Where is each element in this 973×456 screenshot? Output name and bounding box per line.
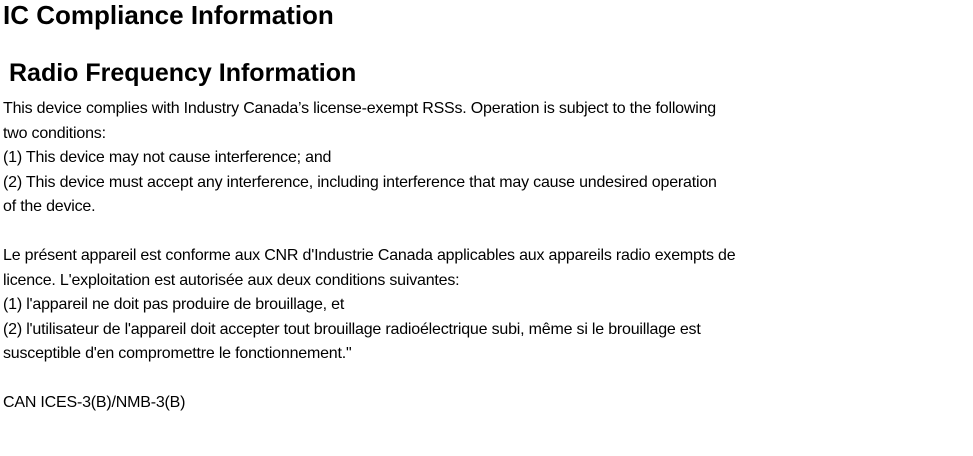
french-condition-1: (1) l'appareil ne doit pas produire de brouillage, et	[3, 296, 345, 313]
paragraph-spacer	[3, 367, 971, 392]
french-statement	[3, 244, 971, 367]
certification-label: CAN ICES-3(B)/NMB-3(B)	[3, 394, 186, 411]
french-condition-2: (2) l'utilisateur de l'appareil doit accepter tout brouillage radioélectrique subi, même si le brouillage est	[3, 320, 701, 338]
english-statement	[3, 97, 971, 220]
english-condition-1: (1) This device may not cause interference; and	[3, 149, 332, 166]
page-title: IC Compliance Information	[3, 0, 334, 30]
french-intro-line: Le présent appareil est conforme aux CNR d'Industrie Canada applicables aux appareils radio exempts de	[3, 247, 736, 264]
english-intro-line: This device complies with Industry Canada’s license-exempt RSSs. Operation is subject to the following	[3, 100, 716, 117]
english-condition-2: (2) This device must accept any interference, including interference that may cause undesired operation	[3, 173, 717, 191]
compliance-body	[3, 97, 971, 416]
section-heading: Radio Frequency Information	[9, 59, 357, 87]
paragraph-spacer	[3, 220, 971, 245]
french-intro-line: licence. L'exploitation est autorisée aux deux conditions suivantes:	[3, 271, 460, 289]
english-intro-line: two conditions:	[3, 124, 106, 142]
french-condition-2-continued: susceptible d'en compromettre le fonctionnement."	[3, 345, 352, 362]
english-condition-2-continued: of the device.	[3, 198, 96, 215]
